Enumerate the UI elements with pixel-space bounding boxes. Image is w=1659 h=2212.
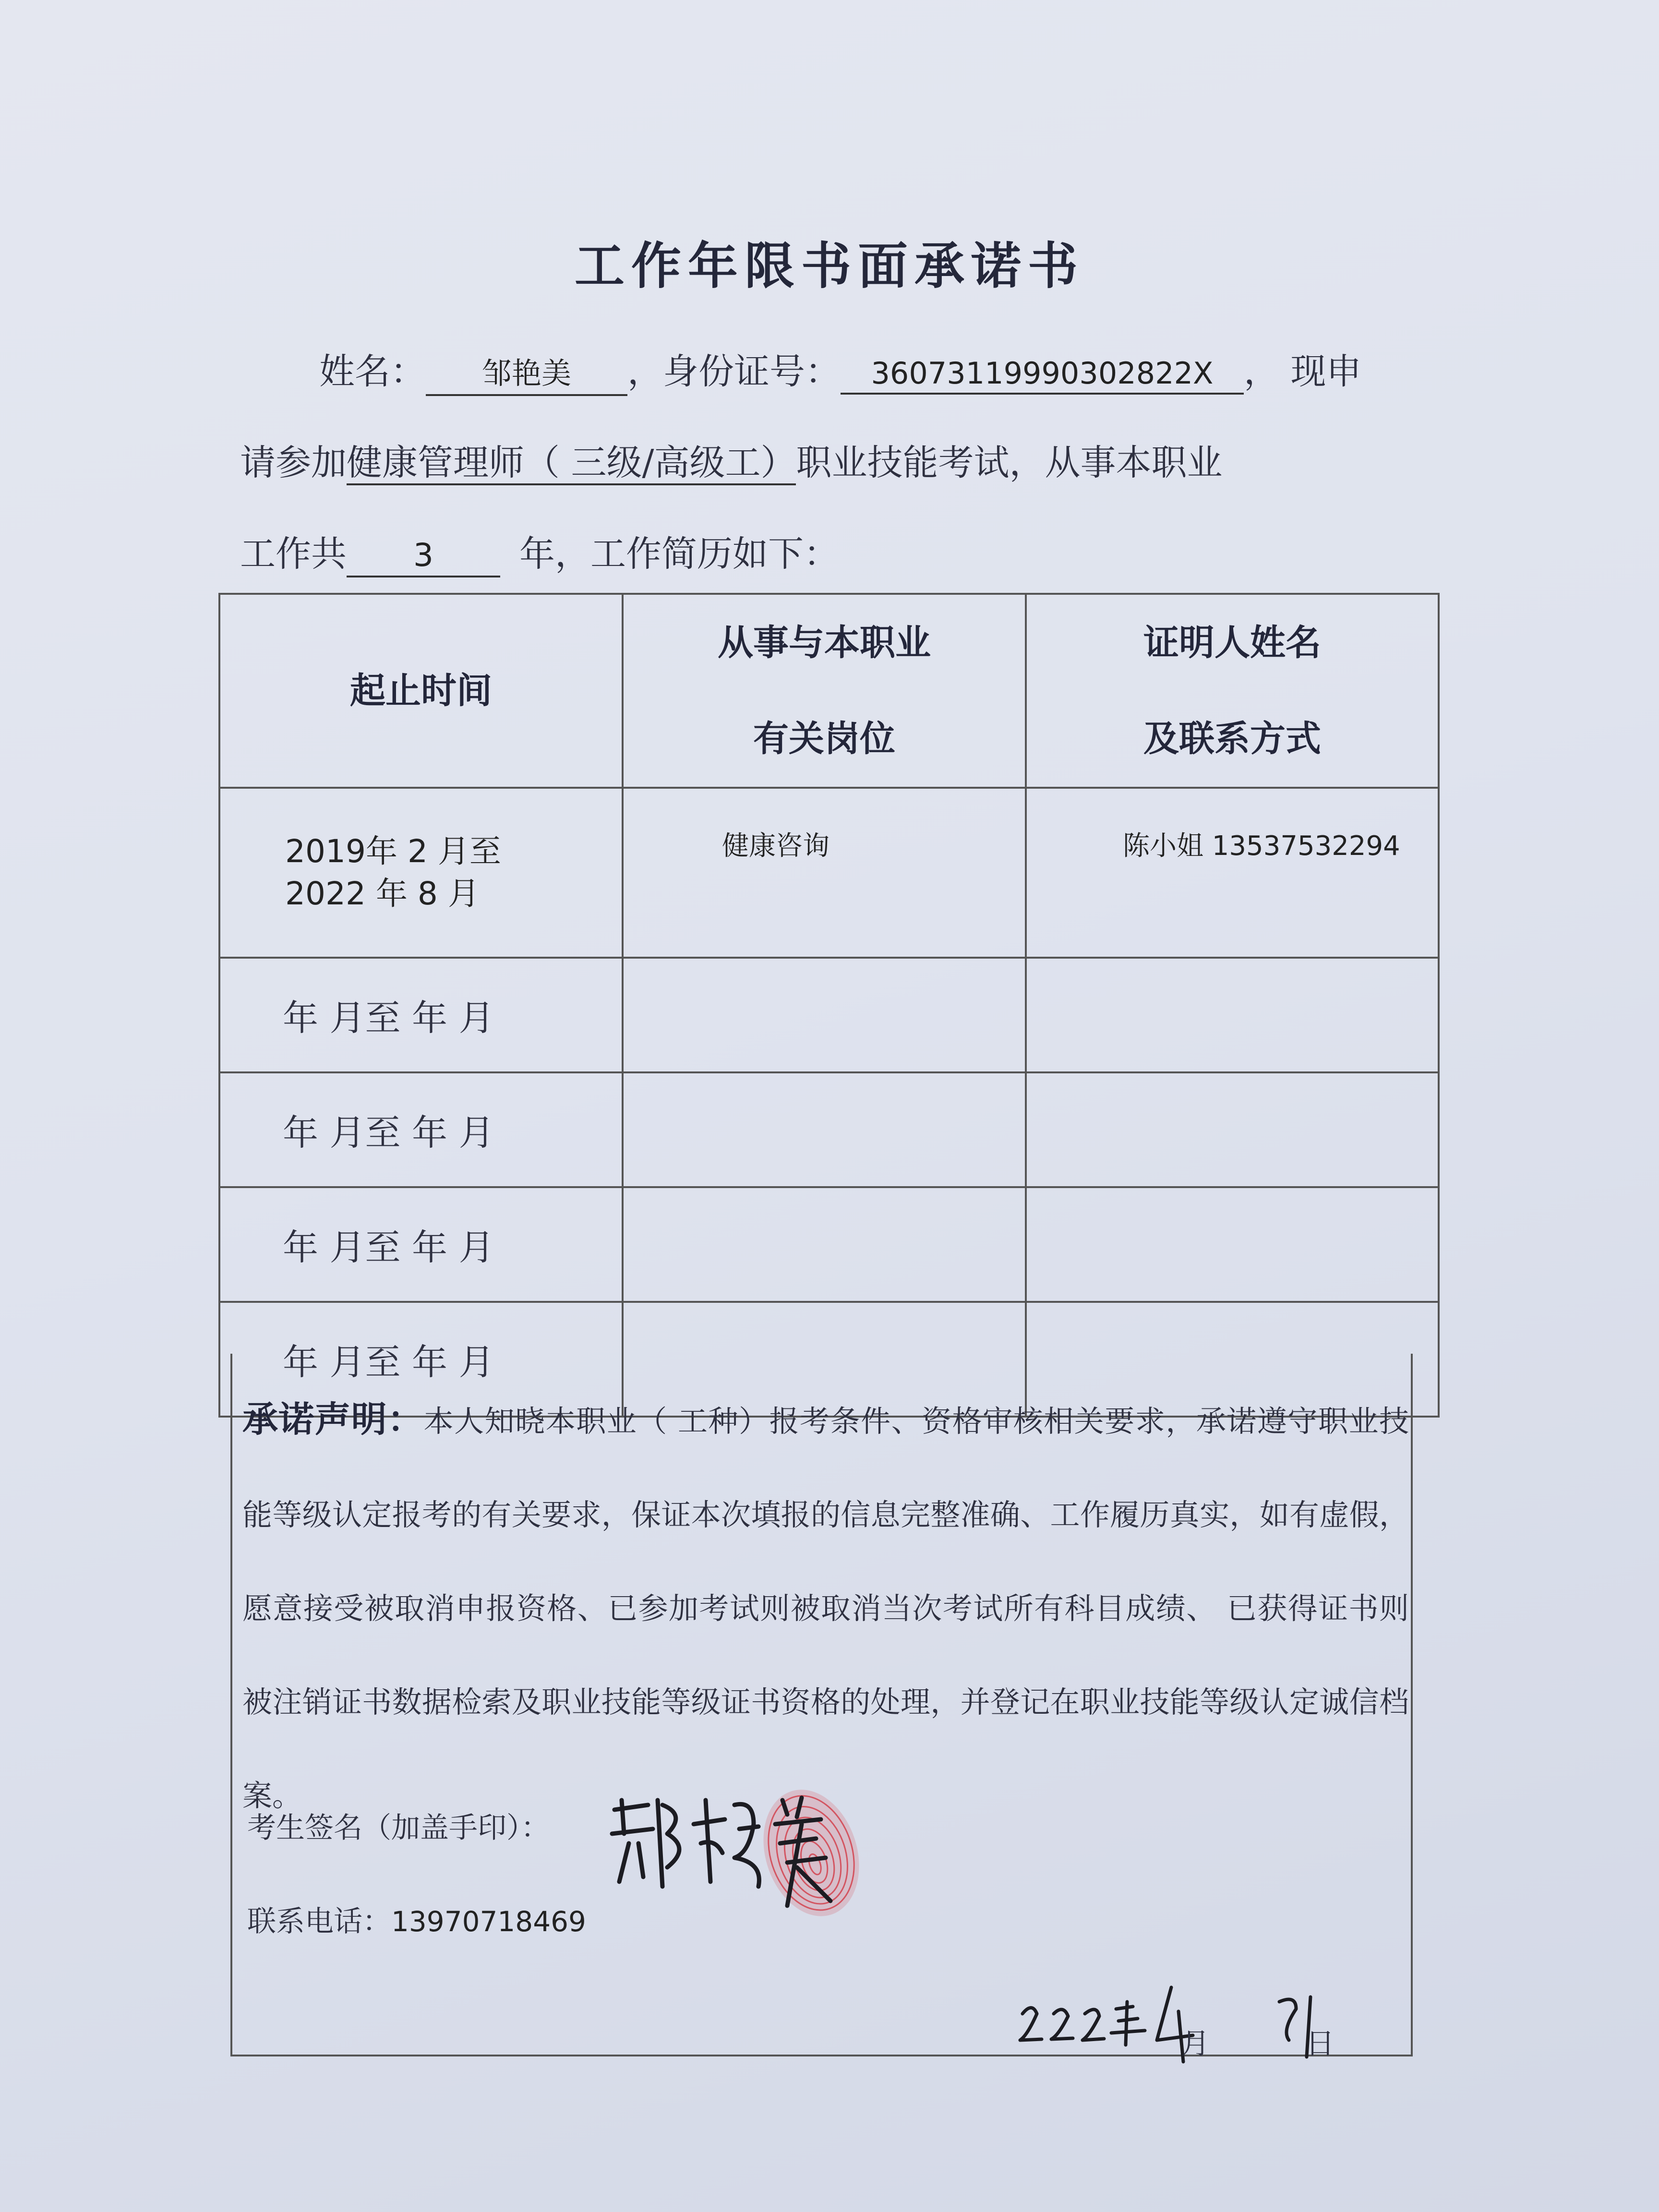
phone-label: 联系电话： <box>247 1905 391 1938</box>
signature-label: 考生签名（加盖手印）： <box>247 1811 550 1845</box>
intro-line-3 <box>240 526 839 577</box>
intro-line-1 <box>319 343 1362 396</box>
header-witness: 证明人姓名 及联系方式 <box>1026 594 1439 788</box>
period-cell: 年 月至 年 月 <box>219 1302 623 1417</box>
document-title: 工作年限书面承诺书 <box>574 237 1084 295</box>
table-row <box>219 788 1439 958</box>
witness-cell <box>1026 1072 1439 1187</box>
years-prefix: 工作共 <box>240 533 347 575</box>
header-position: 从事与本职业 有关岗位 <box>623 594 1026 788</box>
period-cell: 年 月至 年 月 <box>219 958 623 1072</box>
position-cell <box>623 1072 1026 1187</box>
position-cell: 健康咨询 <box>623 788 1026 958</box>
date-month-char: 月 <box>1181 2027 1210 2061</box>
apply-suffix: ， 现申 <box>1244 351 1362 392</box>
id-label: ，身份证号： <box>627 351 841 392</box>
witness-cell <box>1026 1187 1439 1302</box>
occupation-field: 健康管理师（ 三级/高级工） <box>347 442 796 485</box>
name-label: 姓名： <box>319 351 426 392</box>
declaration-body: 本人知晓本职业（ 工种）报考条件、资格审核相关要求，承诺遵守职业技能等级认定报考的有关要求，保证本次填报的信息完整准确、工作履历真实，如有虚假，愿意接受被取消申报资格、已参加考试则被取消当次考试所有科目成绩、 已获得证书则被注销证书数据检索及职业技能等级证书资格的处理，并登记在职业技能等级认定诚信档案。 <box>242 1404 1409 1813</box>
exam-suffix: 职业技能考试，从事本职业 <box>796 442 1223 483</box>
declaration-heading: 承诺声明： <box>242 1399 424 1440</box>
position-cell <box>623 1187 1026 1302</box>
work-history-table <box>218 593 1440 1418</box>
years-field: 3 <box>347 537 500 577</box>
header-period: 起止时间 <box>219 594 623 788</box>
table-row <box>219 1072 1439 1187</box>
id-number-field: 36073119990302822X <box>841 356 1244 395</box>
witness-cell <box>1026 958 1439 1072</box>
fingerprint-icon <box>748 1777 875 1925</box>
apply-prefix: 请参加 <box>240 442 347 483</box>
table-header-row <box>219 594 1439 788</box>
witness-cell: 陈小姐 13537532294 <box>1026 788 1439 958</box>
position-cell <box>623 958 1026 1072</box>
years-suffix: 年，工作简历如下： <box>519 533 839 575</box>
name-field: 邹艳美 <box>426 349 627 396</box>
table-row <box>219 1187 1439 1302</box>
phone-row <box>247 1899 586 1940</box>
period-cell: 年 月至 年 月 <box>219 1072 623 1187</box>
period-cell: 2019年 2 月至 2022 年 8 月 <box>219 788 623 958</box>
date-day-char: 日 <box>1306 2027 1334 2061</box>
signature-with-fingerprint <box>595 1771 893 1925</box>
phone-number: 13970718469 <box>391 1905 586 1938</box>
period-cell: 年 月至 年 月 <box>219 1187 623 1302</box>
table-row <box>219 958 1439 1072</box>
intro-line-2 <box>240 434 1222 485</box>
